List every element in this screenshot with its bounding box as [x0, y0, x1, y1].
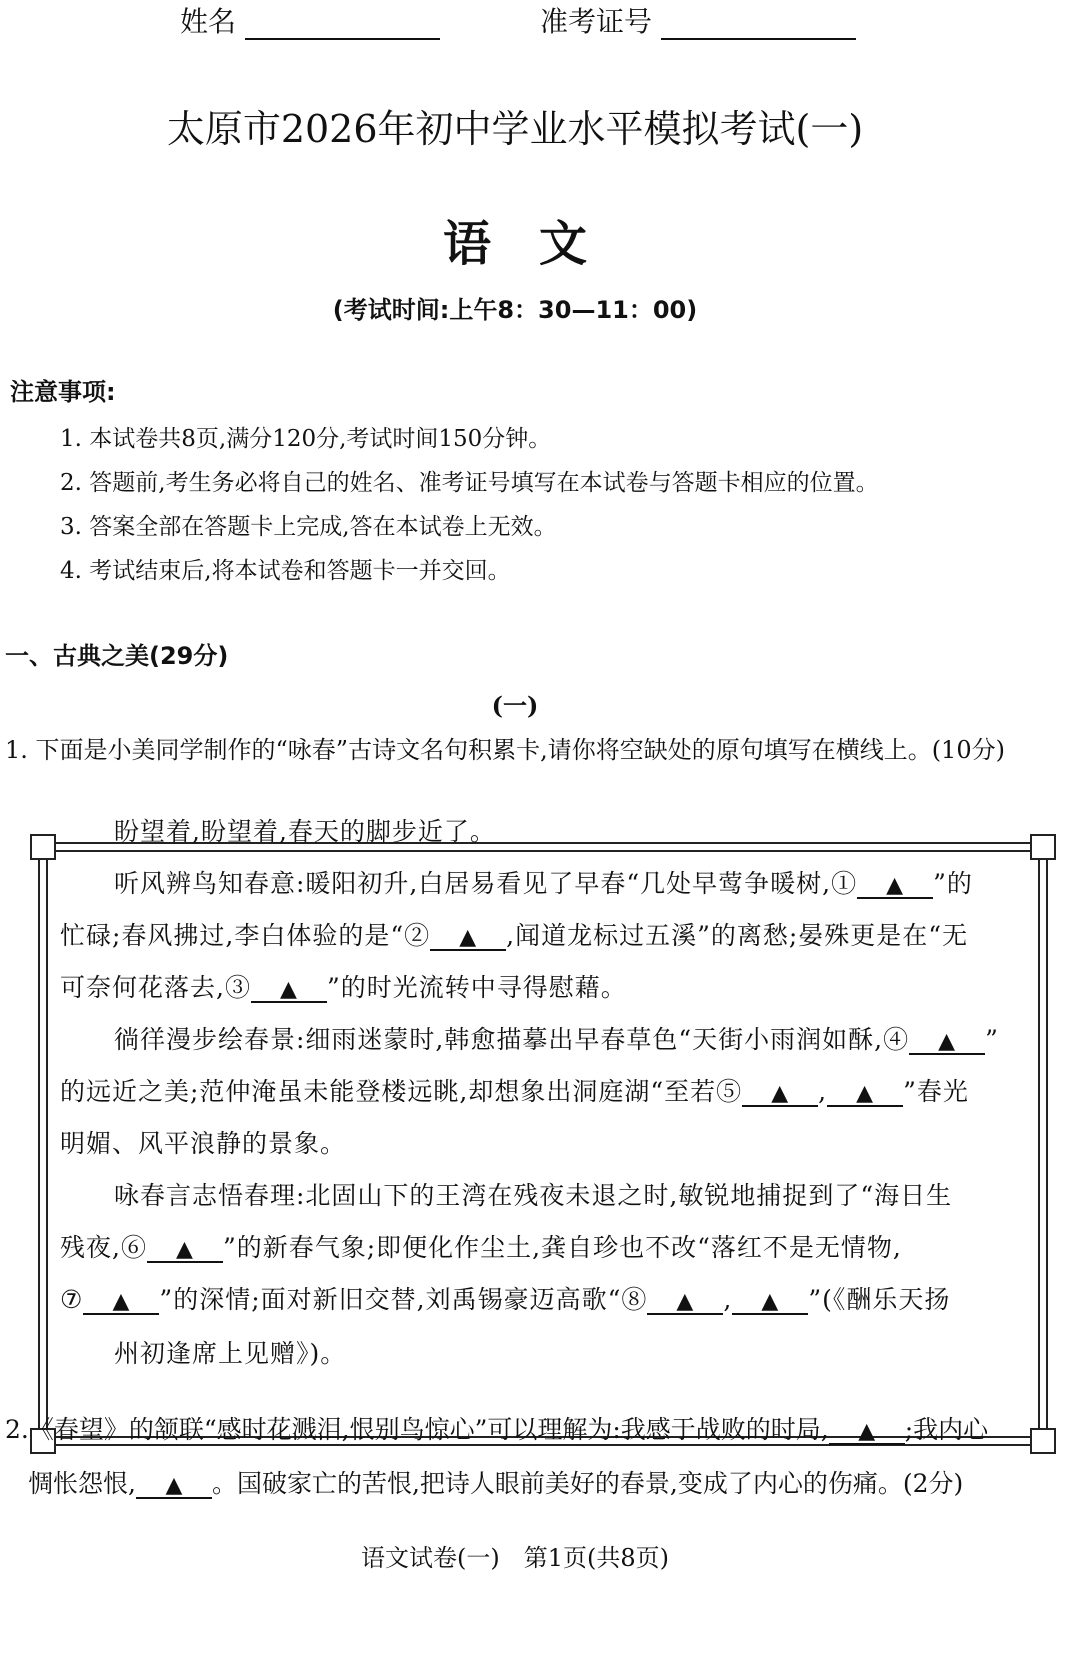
card-text: ”春光 — [903, 1077, 969, 1106]
card-text: ⑦ — [60, 1285, 84, 1314]
name-line — [245, 12, 440, 40]
card-line — [60, 1280, 1020, 1316]
card-text: 忙碌;春风拂过,李白体验的是“② — [60, 921, 431, 950]
card-line — [60, 864, 1074, 900]
card-text: 盼望着,盼望着,春天的脚步近了。 — [114, 817, 496, 846]
answer-blank: ▲ — [136, 1471, 212, 1499]
question-1: 1. 下面是小美同学制作的“咏春”古诗文名句积累卡,请你将空缺处的原句填写在横线上。(10分) — [5, 736, 1005, 764]
card-line — [60, 812, 1074, 848]
q2-text: ;我内心 — [904, 1415, 989, 1444]
card-text: , — [723, 1285, 733, 1314]
notice-item-2: 2. 答题前,考生务必将自己的姓名、准考证号填写在本试卷与答题卡相应的位置。 — [60, 470, 879, 496]
question-2-line-1 — [5, 1410, 988, 1446]
card-line — [60, 1072, 1020, 1108]
card-text: 明媚、风平浪静的景象。 — [60, 1129, 347, 1158]
card-text: 残夜,⑥ — [60, 1233, 147, 1262]
card-line — [60, 968, 1020, 1004]
page-footer: 语文试卷(一) 第1页(共8页) — [361, 1544, 669, 1572]
card-text: ”的新春气象;即便化作尘土,龚自珍也不改“落红不是无情物, — [222, 1233, 902, 1262]
card-text: 的远近之美;范仲淹虽未能登楼远眺,却想象出洞庭湖“至若⑤ — [60, 1077, 743, 1106]
exam-time: (考试时间:上午8：30—11：00) — [332, 296, 698, 324]
ticket-line — [661, 12, 856, 40]
notice-item-3: 3. 答案全部在答题卡上完成,答在本试卷上无效。 — [60, 514, 557, 540]
card-text: ”的时光流转中寻得慰藉。 — [326, 973, 627, 1002]
corner-ornament — [1030, 1428, 1056, 1454]
section-heading: 一、古典之美(29分) — [5, 642, 229, 670]
answer-blank: ▲ — [827, 1079, 903, 1107]
answer-blank: ▲ — [251, 975, 327, 1003]
card-text: 可奈何花落去,③ — [60, 973, 251, 1002]
question-2-line-2 — [28, 1464, 963, 1500]
card-text: 听风辨鸟知春意:暖阳初升,白居易看见了早春“几处早莺争暖树,① — [114, 869, 858, 898]
q2-text: 惆怅怨恨, — [28, 1469, 136, 1498]
name-label: 姓名 — [180, 5, 237, 38]
card-text: ” — [985, 1025, 999, 1054]
answer-blank: ▲ — [732, 1287, 808, 1315]
answer-blank: ▲ — [909, 1027, 985, 1055]
card-line — [60, 1334, 1074, 1370]
card-line — [60, 1176, 1074, 1212]
part-heading: (一) — [491, 691, 539, 720]
answer-blank: ▲ — [647, 1287, 723, 1315]
q2-text: 2.《春望》的颔联“感时花溅泪,恨别鸟惊心”可以理解为:我感于战败的时局, — [5, 1415, 829, 1444]
q2-text: 。国破家亡的苦恨,把诗人眼前美好的春景,变成了内心的伤痛。(2分) — [211, 1469, 964, 1498]
card-line — [60, 1124, 1020, 1160]
card-text: ,闻道龙标过五溪”的离愁;晏殊更是在“无 — [506, 921, 969, 950]
card-line — [60, 1020, 1074, 1056]
answer-blank: ▲ — [857, 871, 933, 899]
card-text: 徜徉漫步绘春景:细雨迷蒙时,韩愈描摹出早春草色“天街小雨润如酥,④ — [114, 1025, 910, 1054]
answer-blank: ▲ — [83, 1287, 159, 1315]
ticket-field — [540, 0, 856, 40]
subject-title: 语 文 — [442, 216, 587, 272]
notice-item-4: 4. 考试结束后,将本试卷和答题卡一并交回。 — [60, 558, 511, 584]
card-line — [60, 1228, 1020, 1264]
corner-ornament — [30, 834, 56, 860]
card-line — [60, 916, 1020, 952]
card-text: 咏春言志悟春理:北固山下的王湾在残夜未退之时,敏锐地捕捉到了“海日生 — [114, 1181, 953, 1210]
exam-title: 太原市2026年初中学业水平模拟考试(一) — [166, 107, 864, 151]
ticket-label: 准考证号 — [540, 5, 653, 38]
card-text: 州初逢席上见赠》)。 — [114, 1339, 347, 1368]
answer-blank: ▲ — [430, 923, 506, 951]
card-text: , — [818, 1077, 828, 1106]
card-text: ”(《酬乐天扬 — [808, 1285, 951, 1314]
answer-blank: ▲ — [829, 1417, 905, 1445]
answer-blank: ▲ — [742, 1079, 818, 1107]
card-text: ”的 — [933, 869, 973, 898]
notice-heading: 注意事项: — [10, 378, 116, 406]
answer-blank: ▲ — [147, 1235, 223, 1263]
name-field — [180, 0, 440, 40]
notice-item-1: 1. 本试卷共8页,满分120分,考试时间150分钟。 — [60, 426, 552, 452]
card-text: ”的深情;面对新旧交替,刘禹锡豪迈高歌“⑧ — [159, 1285, 648, 1314]
